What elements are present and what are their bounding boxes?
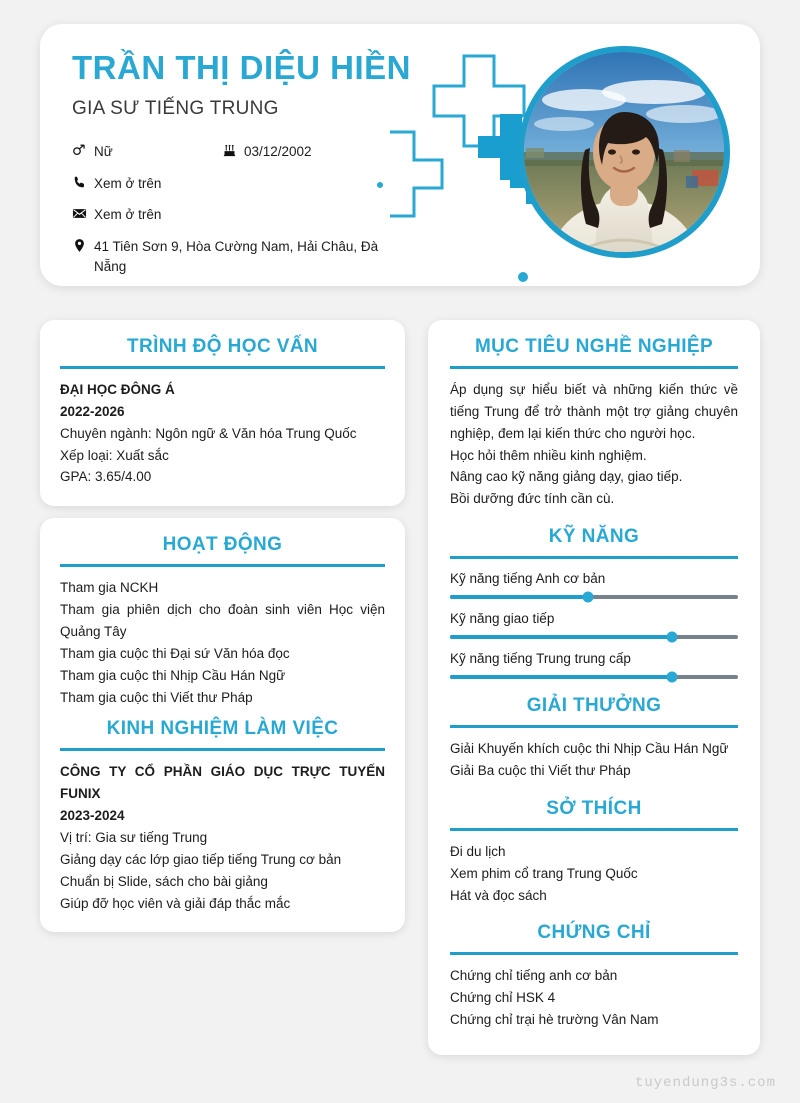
left-column — [40, 320, 405, 944]
list-item: Tham gia cuộc thi Đại sứ Văn hóa đọc — [60, 645, 290, 661]
phone-value: Xem ở trên — [94, 175, 162, 191]
list-item: Chứng chỉ HSK 4 — [450, 990, 556, 1006]
section-title-interests: SỞ THÍCH — [546, 797, 642, 819]
list-item: Giúp đỡ học viên và giải đáp thắc mắc — [60, 895, 291, 911]
address-value: 41 Tiên Sơn 9, Hòa Cường Nam, Hải Châu, Đà Nẵng — [94, 238, 379, 274]
list-item: Giảng dạy các lớp giao tiếp tiếng Trung cơ bản — [60, 851, 342, 867]
watermark: tuyendung3s.com — [634, 1075, 776, 1091]
list-item: Hát và đọc sách — [450, 887, 547, 903]
list-item: Đi du lịch — [450, 843, 506, 859]
section-title-activities: HOẠT ĐỘNG — [162, 534, 283, 556]
skill-knob[interactable] — [666, 632, 677, 643]
envelope-icon — [72, 205, 94, 221]
list-item: Tham gia cuộc thi Nhịp Cầu Hán Ngữ — [60, 667, 286, 683]
right-card — [428, 320, 760, 1055]
gender-value: Nữ — [94, 144, 113, 160]
education-section — [40, 320, 405, 506]
skill-label: Kỹ năng giao tiếp — [450, 611, 555, 627]
contact-row — [72, 142, 402, 162]
dob-value: 03/12/2002 — [244, 144, 312, 160]
skill-item — [450, 611, 738, 639]
right-column — [428, 320, 760, 1055]
gender-icon — [72, 142, 94, 158]
skill-item — [450, 571, 738, 599]
skill-fill — [450, 635, 672, 639]
section-rule — [450, 828, 738, 831]
skill-slider[interactable] — [450, 635, 738, 639]
skill-label: Kỹ năng tiếng Trung trung cấp — [450, 651, 631, 667]
skill-fill — [450, 595, 588, 599]
section-rule — [450, 366, 738, 369]
skills-section — [450, 526, 738, 679]
section-title-certificates: CHỨNG CHỈ — [537, 922, 651, 944]
section-title-objective: MỤC TIÊU NGHỀ NGHIỆP — [474, 336, 714, 357]
avatar — [518, 46, 730, 258]
job-title: GIA SƯ TIẾNG TRUNG — [72, 98, 279, 120]
list-item: Vị trí: Gia sư tiếng Trung — [60, 830, 208, 846]
education-school: ĐẠI HỌC ĐÔNG Á — [60, 382, 175, 397]
skill-slider[interactable] — [450, 595, 738, 599]
contact-row — [72, 174, 402, 194]
list-item: Tham gia phiên dịch cho đoàn sinh viên Học viện Quảng Tây — [60, 602, 385, 640]
contact-row — [72, 237, 402, 276]
skill-label: Kỹ năng tiếng Anh cơ bản — [450, 571, 606, 587]
section-title-skills: KỸ NĂNG — [548, 526, 640, 548]
list-item: Tham gia NCKH — [60, 580, 159, 596]
education-years: 2022-2026 — [60, 403, 125, 419]
list-item: Nâng cao kỹ năng giảng dạy, giao tiếp. — [450, 469, 683, 485]
phone-icon — [72, 174, 94, 190]
experience-company: CÔNG TY CỔ PHẦN GIÁO DỤC TRỰC TUYẾN FUNIX — [60, 764, 385, 802]
list-item: Chứng chỉ trại hè trường Vân Nam — [450, 1012, 659, 1028]
decorative-dot — [377, 182, 383, 188]
list-item: Học hỏi thêm nhiều kinh nghiệm. — [450, 447, 647, 463]
skill-slider[interactable] — [450, 675, 738, 679]
list-item: Xem phim cổ trang Trung Quốc — [450, 865, 638, 881]
skill-knob[interactable] — [666, 672, 677, 683]
contact-block — [72, 142, 402, 276]
section-rule — [60, 564, 385, 567]
list-item: Giải Khuyến khích cuộc thi Nhịp Cầu Hán Ngữ — [450, 741, 729, 757]
skill-knob[interactable] — [583, 592, 594, 603]
skill-item — [450, 651, 738, 679]
list-item: Giải Ba cuộc thi Viết thư Pháp — [450, 763, 631, 779]
list-item: Bồi dưỡng đức tính cần cù. — [450, 491, 615, 507]
interests-section — [450, 798, 738, 907]
certificates-section — [450, 922, 738, 1031]
list-item: Tham gia cuộc thi Viết thư Pháp — [60, 689, 253, 705]
section-rule — [60, 366, 385, 369]
decorative-dot — [518, 272, 528, 282]
email-value: Xem ở trên — [94, 207, 162, 223]
section-rule — [60, 748, 385, 751]
list-item: Xếp loại: Xuất sắc — [60, 447, 169, 463]
awards-section — [450, 695, 738, 782]
section-title-experience: KINH NGHIỆM LÀM VIỆC — [106, 718, 339, 740]
section-title-awards: GIẢI THƯỞNG — [526, 695, 662, 717]
experience-years: 2023-2024 — [60, 808, 125, 824]
objective-section — [450, 336, 738, 510]
list-item: Chuyên ngành: Ngôn ngữ & Văn hóa Trung Quốc — [60, 425, 357, 441]
header-card — [40, 24, 760, 286]
page-title: TRẦN THỊ DIỆU HIỀN — [72, 49, 411, 86]
list-item: Chuẩn bị Slide, sách cho bài giảng — [60, 873, 268, 889]
objective-paragraph: Áp dụng sự hiểu biết và những kiến thức về tiếng Trung để trở thành một trợ giảng chuyên nghiệp, đem lại kiến thức cho người học. — [450, 382, 738, 441]
contact-row — [72, 205, 402, 225]
section-rule — [450, 556, 738, 559]
list-item: GPA: 3.65/4.00 — [60, 469, 152, 485]
list-item: Chứng chỉ tiếng anh cơ bản — [450, 968, 618, 984]
birthday-cake-icon — [222, 142, 244, 158]
section-rule — [450, 952, 738, 955]
activities-section — [40, 518, 405, 932]
skill-fill — [450, 675, 672, 679]
location-pin-icon — [72, 237, 94, 253]
section-rule — [450, 725, 738, 728]
section-title-education: TRÌNH ĐỘ HỌC VẤN — [126, 336, 319, 357]
